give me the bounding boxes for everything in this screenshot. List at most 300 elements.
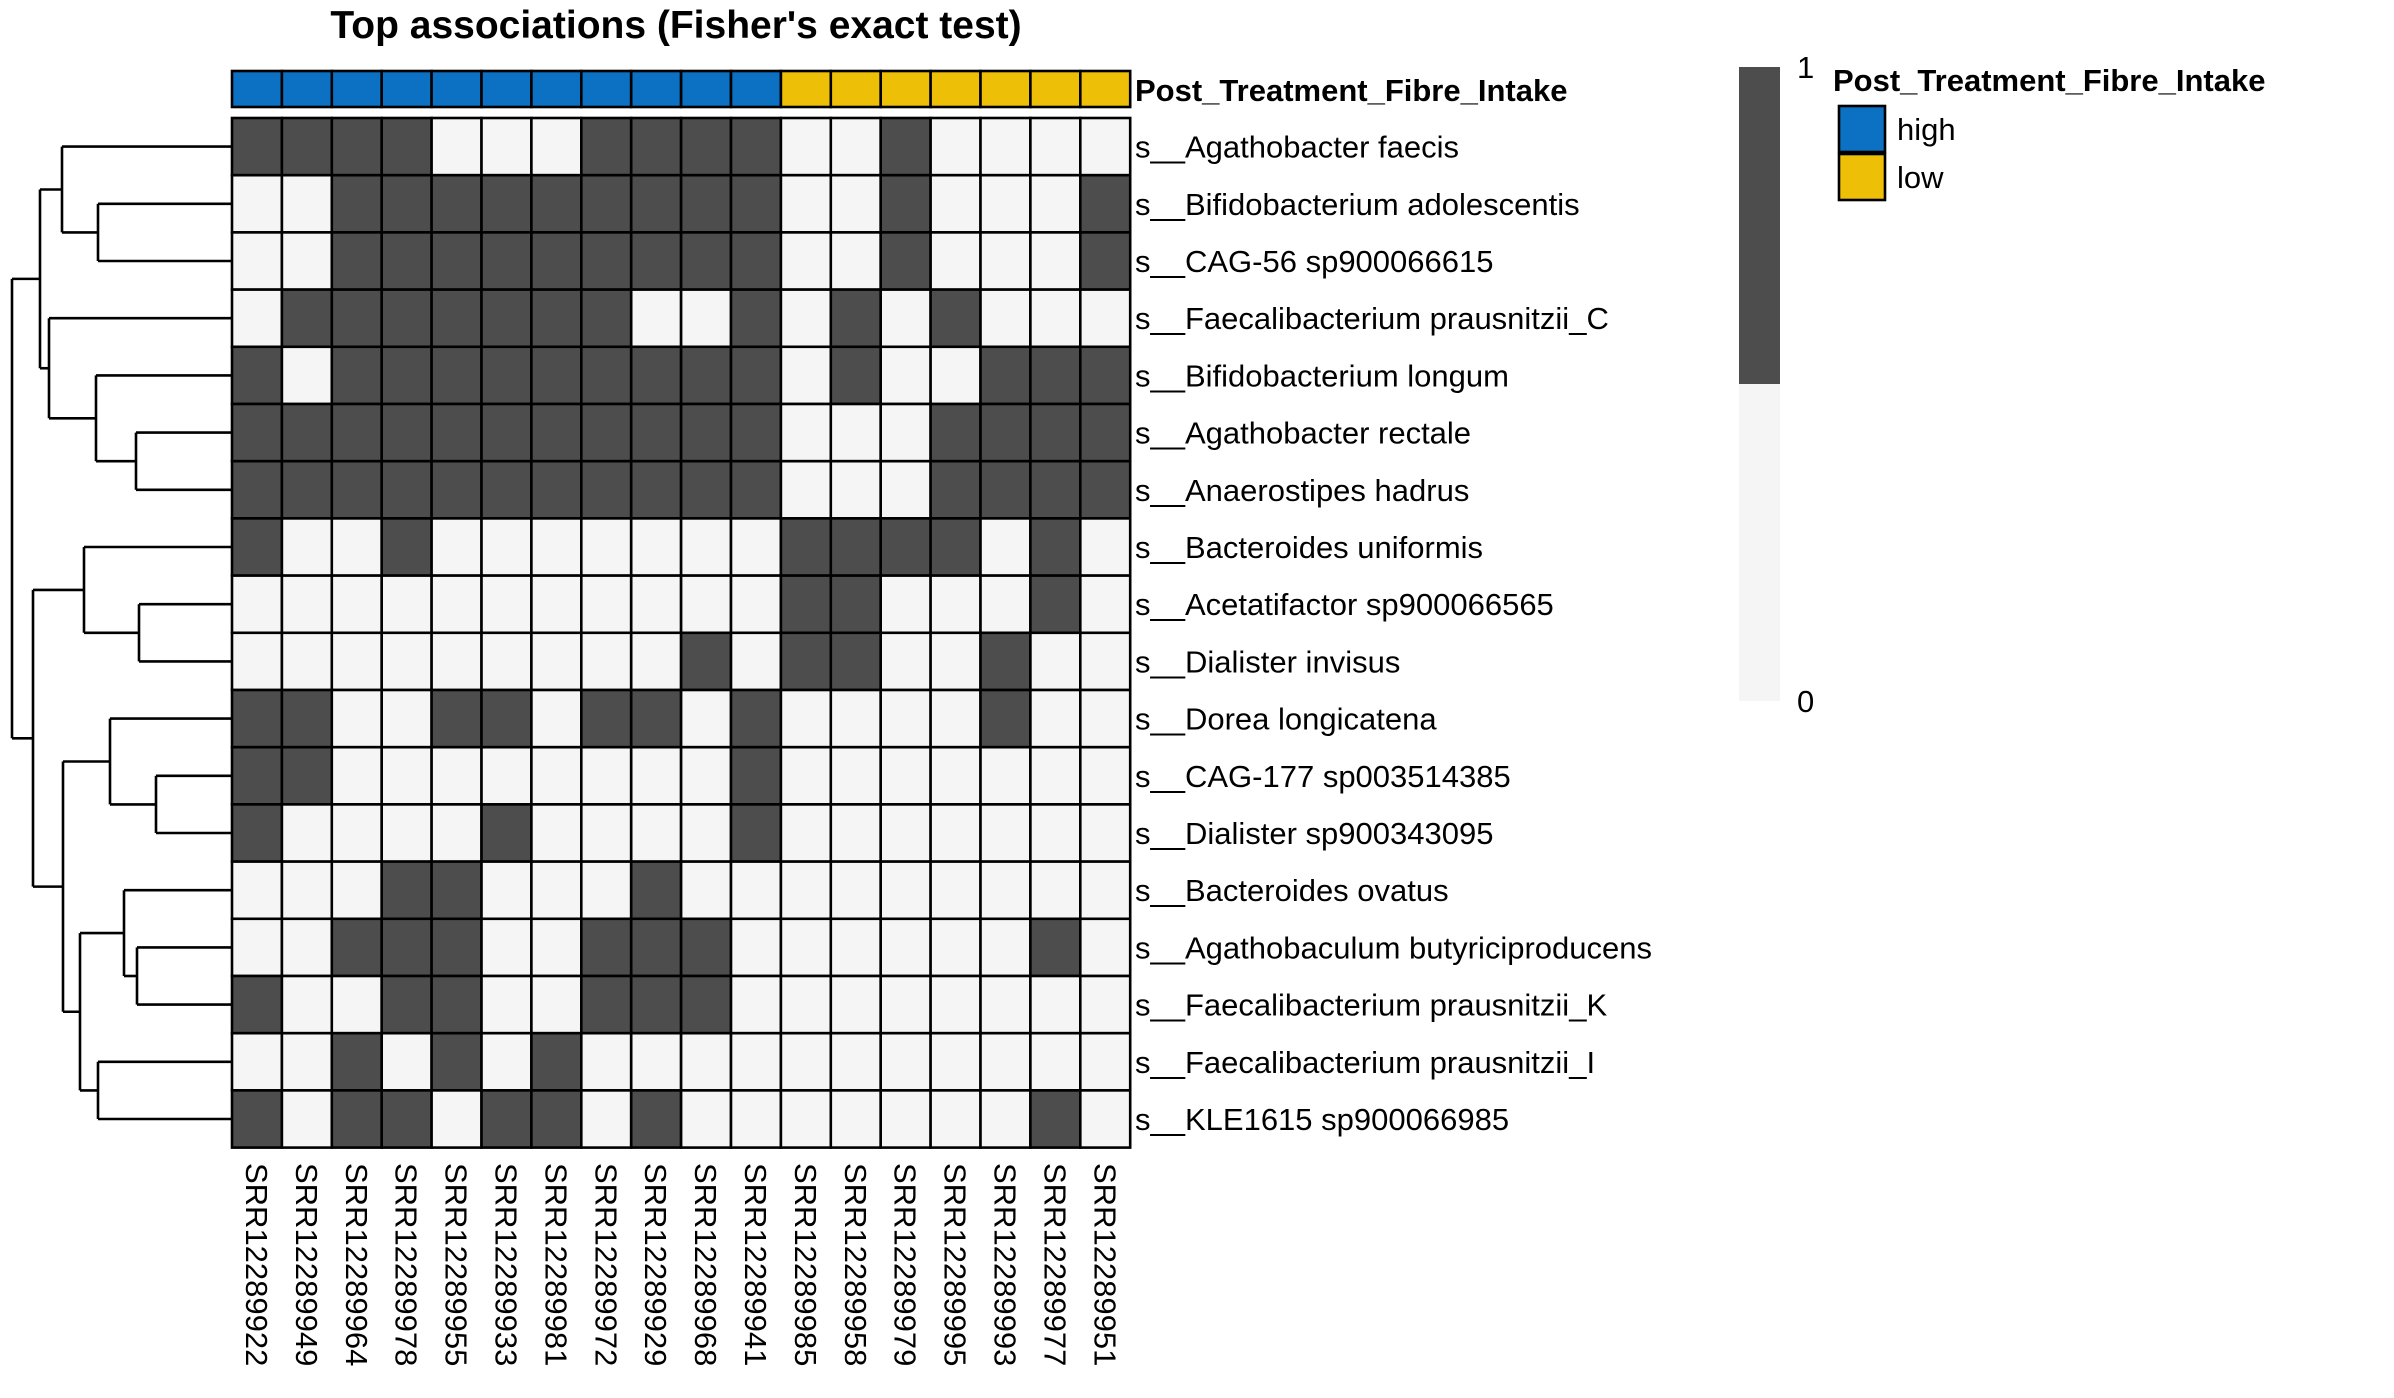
heatmap-cell — [881, 404, 931, 461]
heatmap-cell — [232, 175, 282, 232]
heatmap-cell — [332, 175, 382, 232]
heatmap-cell — [232, 919, 282, 976]
heatmap-cell — [432, 976, 482, 1033]
heatmap-cell — [831, 1033, 881, 1090]
heatmap-cell — [282, 919, 332, 976]
heatmap-cell — [981, 518, 1031, 575]
heatmap-cell — [332, 976, 382, 1033]
heatmap-cell — [831, 232, 881, 289]
heatmap-cell — [232, 804, 282, 861]
heatmap-cell — [1030, 919, 1080, 976]
heatmap-cell — [432, 518, 482, 575]
heatmap-cell — [631, 518, 681, 575]
heatmap-cell — [282, 347, 332, 404]
column-label: SRR12289964 — [338, 1163, 374, 1367]
heatmap-cell — [531, 690, 581, 747]
heatmap-cell — [631, 976, 681, 1033]
heatmap-cell — [581, 461, 631, 518]
heatmap-cell — [531, 804, 581, 861]
heatmap-cell — [631, 118, 681, 175]
heatmap-cell — [1080, 804, 1130, 861]
heatmap-cell — [382, 347, 432, 404]
annotation-legend-swatch — [1839, 154, 1885, 200]
heatmap-cell — [482, 1090, 532, 1147]
heatmap-cell — [881, 461, 931, 518]
heatmap-cell — [332, 919, 382, 976]
heatmap-cell — [382, 404, 432, 461]
heatmap-cell — [1030, 518, 1080, 575]
heatmap-cell — [282, 976, 332, 1033]
heatmap-cell — [831, 118, 881, 175]
heatmap-cell — [482, 804, 532, 861]
heatmap-cell — [1080, 976, 1130, 1033]
heatmap-cell — [282, 690, 332, 747]
heatmap-cell — [681, 862, 731, 919]
heatmap-cell — [981, 633, 1031, 690]
heatmap-cell — [531, 232, 581, 289]
heatmap-cell — [482, 461, 532, 518]
row-label: s__Dialister sp900343095 — [1135, 816, 1494, 851]
heatmap-cell — [1080, 576, 1130, 633]
heatmap-cell — [382, 633, 432, 690]
column-labels — [239, 1163, 1122, 1366]
heatmap-cell — [631, 290, 681, 347]
heatmap-cell — [831, 1090, 881, 1147]
heatmap-cell — [731, 175, 781, 232]
heatmap-cell — [531, 747, 581, 804]
column-label: SRR12289985 — [787, 1163, 823, 1367]
heatmap-cell — [731, 347, 781, 404]
heatmap-cell — [581, 976, 631, 1033]
heatmap-cell — [332, 690, 382, 747]
heatmap-cell — [432, 862, 482, 919]
heatmap-cell — [681, 576, 731, 633]
heatmap-cell — [282, 290, 332, 347]
heatmap-cell — [531, 290, 581, 347]
heatmap-cell — [931, 461, 981, 518]
annotation-cell — [881, 71, 931, 107]
heatmap-cell — [881, 919, 931, 976]
heatmap-cell — [332, 461, 382, 518]
heatmap-cell — [1030, 747, 1080, 804]
heatmap-cell — [232, 576, 282, 633]
heatmap-cell — [881, 1033, 931, 1090]
annotation-cell — [931, 71, 981, 107]
heatmap-cell — [581, 118, 631, 175]
heatmap-cell — [1030, 976, 1080, 1033]
heatmap-cell — [382, 862, 432, 919]
heatmap-cell — [731, 1033, 781, 1090]
heatmap-cell — [631, 1033, 681, 1090]
annotation-cell — [731, 71, 781, 107]
heatmap-cell — [631, 404, 681, 461]
heatmap-cell — [432, 404, 482, 461]
heatmap-cell — [631, 919, 681, 976]
heatmap-cell — [931, 576, 981, 633]
heatmap-cell — [881, 347, 931, 404]
heatmap-cell — [831, 976, 881, 1033]
annotation-cell — [382, 71, 432, 107]
heatmap-cell — [981, 690, 1031, 747]
heatmap-cell — [332, 747, 382, 804]
annotation-cell — [681, 71, 731, 107]
heatmap-cell — [881, 804, 931, 861]
heatmap-cell — [432, 747, 482, 804]
annotation-cell — [1080, 71, 1130, 107]
column-label: SRR12289979 — [887, 1163, 923, 1367]
heatmap-cell — [1080, 690, 1130, 747]
heatmap-cell — [1030, 576, 1080, 633]
heatmap-cell — [681, 290, 731, 347]
heatmap-cell — [482, 747, 532, 804]
heatmap-cell — [531, 576, 581, 633]
heatmap-cell — [581, 404, 631, 461]
heatmap-cell — [731, 690, 781, 747]
row-label: s__Anaerostipes hadrus — [1135, 472, 1470, 508]
row-label: s__Bifidobacterium adolescentis — [1135, 186, 1580, 222]
heatmap-cell — [1080, 747, 1130, 804]
heatmap-cell — [631, 633, 681, 690]
heatmap-cell — [1030, 232, 1080, 289]
row-label: s__Faecalibacterium prausnitzii_I — [1135, 1044, 1596, 1080]
heatmap-cell — [631, 747, 681, 804]
heatmap-cell — [382, 518, 432, 575]
heatmap-cell — [232, 232, 282, 289]
heatmap-cell — [432, 232, 482, 289]
heatmap-cell — [482, 404, 532, 461]
heatmap-cell — [931, 804, 981, 861]
heatmap-cell — [232, 347, 282, 404]
row-label: s__CAG-56 sp900066615 — [1135, 244, 1494, 279]
heatmap-cell — [232, 518, 282, 575]
heatmap-cell — [981, 404, 1031, 461]
color-scale-label: 1 — [1797, 50, 1815, 85]
heatmap-cell — [482, 576, 532, 633]
heatmap-cell — [382, 690, 432, 747]
heatmap-cell — [382, 976, 432, 1033]
heatmap-cell — [981, 804, 1031, 861]
heatmap-cell — [981, 576, 1031, 633]
heatmap-cell — [981, 347, 1031, 404]
heatmap-cell — [631, 804, 681, 861]
heatmap-cell — [981, 175, 1031, 232]
heatmap-cell — [881, 690, 931, 747]
heatmap-cell — [282, 862, 332, 919]
heatmap-cell — [282, 1033, 332, 1090]
heatmap-cell — [581, 919, 631, 976]
heatmap-cell — [282, 404, 332, 461]
annotation-cell — [1030, 71, 1080, 107]
heatmap-cell — [731, 576, 781, 633]
heatmap-cell — [581, 232, 631, 289]
heatmap-cell — [981, 118, 1031, 175]
column-label: SRR12289922 — [238, 1163, 274, 1367]
heatmap-cell — [1080, 175, 1130, 232]
column-label: SRR12289968 — [688, 1163, 724, 1367]
heatmap-cell — [931, 1090, 981, 1147]
heatmap-cell — [232, 118, 282, 175]
heatmap-cell — [531, 1090, 581, 1147]
heatmap-cell — [781, 976, 831, 1033]
heatmap-cell — [482, 232, 532, 289]
column-label: SRR12289951 — [1087, 1163, 1123, 1367]
heatmap-cell — [881, 576, 931, 633]
heatmap-cell — [881, 290, 931, 347]
heatmap-cell — [482, 976, 532, 1033]
heatmap-cell — [931, 118, 981, 175]
heatmap-cell — [482, 347, 532, 404]
heatmap-cell — [881, 976, 931, 1033]
row-label: s__Faecalibacterium prausnitzii_C — [1135, 301, 1609, 337]
heatmap-cell — [831, 747, 881, 804]
heatmap-cell — [232, 862, 282, 919]
heatmap-cell — [1030, 290, 1080, 347]
heatmap-cell — [382, 576, 432, 633]
column-label: SRR12289972 — [588, 1163, 624, 1367]
annotation-cell — [981, 71, 1031, 107]
heatmap-cell — [531, 862, 581, 919]
heatmap-cell — [881, 518, 931, 575]
heatmap-cell — [332, 1090, 382, 1147]
heatmap-cell — [931, 518, 981, 575]
heatmap-cell — [382, 1033, 432, 1090]
heatmap-cell — [781, 290, 831, 347]
heatmap-cell — [731, 290, 781, 347]
heatmap-cell — [731, 1090, 781, 1147]
heatmap-cell — [881, 862, 931, 919]
heatmap-cell — [581, 747, 631, 804]
heatmap-cell — [531, 118, 581, 175]
heatmap-cell — [631, 1090, 681, 1147]
heatmap-cell — [781, 1090, 831, 1147]
heatmap-cell — [1030, 1090, 1080, 1147]
heatmap-cell — [282, 232, 332, 289]
heatmap-cell — [232, 690, 282, 747]
heatmap-cell — [631, 175, 681, 232]
heatmap-cell — [482, 118, 532, 175]
heatmap-cell — [831, 347, 881, 404]
heatmap-cell — [981, 919, 1031, 976]
heatmap-cell — [781, 461, 831, 518]
heatmap-cell — [1080, 118, 1130, 175]
heatmap-cell — [232, 747, 282, 804]
heatmap-cell — [781, 347, 831, 404]
heatmap-cell — [781, 518, 831, 575]
heatmap-cell — [831, 404, 881, 461]
annotation-bar-label: Post_Treatment_Fibre_Intake — [1135, 73, 1568, 108]
annotation-cell — [282, 71, 332, 107]
heatmap-cell — [981, 232, 1031, 289]
heatmap-cell — [581, 347, 631, 404]
heatmap-cell — [781, 633, 831, 690]
heatmap-cell — [1030, 118, 1080, 175]
heatmap-cell — [831, 804, 881, 861]
heatmap-cell — [731, 976, 781, 1033]
heatmap-cell — [382, 175, 432, 232]
chart-title: Top associations (Fisher's exact test) — [330, 4, 1022, 47]
heatmap-cell — [981, 747, 1031, 804]
heatmap-cell — [282, 461, 332, 518]
heatmap-cell — [681, 747, 731, 804]
heatmap-cell — [382, 1090, 432, 1147]
heatmap-cell — [531, 976, 581, 1033]
heatmap-cell — [881, 747, 931, 804]
heatmap-cell — [1080, 633, 1130, 690]
heatmap-cell — [781, 862, 831, 919]
heatmap-cell — [631, 690, 681, 747]
heatmap-cell — [482, 175, 532, 232]
heatmap-cell — [332, 347, 382, 404]
heatmap-cell — [482, 690, 532, 747]
heatmap-cell — [981, 1090, 1031, 1147]
heatmap-cell — [432, 633, 482, 690]
heatmap-cell — [382, 804, 432, 861]
heatmap-cell — [1030, 175, 1080, 232]
heatmap-cells — [232, 118, 1130, 1148]
heatmap-cell — [432, 347, 482, 404]
heatmap-cell — [1080, 1033, 1130, 1090]
heatmap-cell — [531, 461, 581, 518]
heatmap-cell — [831, 461, 881, 518]
heatmap-cell — [931, 862, 981, 919]
heatmap-cell — [681, 976, 731, 1033]
heatmap-cell — [881, 118, 931, 175]
heatmap-cell — [1080, 1090, 1130, 1147]
row-label: s__Agathobaculum butyriciproducens — [1135, 930, 1652, 966]
heatmap-cell — [681, 518, 731, 575]
heatmap-cell — [1080, 347, 1130, 404]
heatmap-cell — [981, 461, 1031, 518]
heatmap-cell — [332, 862, 382, 919]
heatmap-cell — [232, 1033, 282, 1090]
column-label: SRR12289955 — [438, 1163, 474, 1367]
heatmap-cell — [531, 633, 581, 690]
annotation-cell — [232, 71, 282, 107]
annotation-legend-label: low — [1897, 160, 1944, 195]
row-label: s__Acetatifactor sp900066565 — [1135, 587, 1554, 623]
heatmap-cell — [631, 461, 681, 518]
heatmap-cell — [731, 862, 781, 919]
heatmap-cell — [232, 633, 282, 690]
row-label: s__Bacteroides uniformis — [1135, 530, 1484, 565]
row-label: s__Faecalibacterium prausnitzii_K — [1135, 987, 1608, 1023]
heatmap-cell — [432, 1090, 482, 1147]
heatmap-cell — [731, 461, 781, 518]
heatmap-cell — [981, 1033, 1031, 1090]
heatmap-cell — [581, 804, 631, 861]
heatmap-cell — [881, 633, 931, 690]
heatmap-cell — [232, 976, 282, 1033]
annotation-legend-swatch — [1839, 106, 1885, 152]
heatmap-cell — [731, 232, 781, 289]
heatmap-cell — [931, 404, 981, 461]
heatmap-cell — [681, 1090, 731, 1147]
heatmap-cell — [581, 633, 631, 690]
heatmap-cell — [332, 633, 382, 690]
heatmap-cell — [282, 118, 332, 175]
heatmap-cell — [931, 633, 981, 690]
row-labels — [1135, 130, 1652, 1137]
heatmap-cell — [731, 118, 781, 175]
heatmap-cell — [1080, 518, 1130, 575]
heatmap-cell — [581, 862, 631, 919]
column-label: SRR12289958 — [837, 1163, 873, 1367]
heatmap-cell — [931, 175, 981, 232]
heatmap-cell — [282, 804, 332, 861]
row-label: s__Bifidobacterium longum — [1135, 358, 1509, 394]
heatmap-cell — [681, 175, 731, 232]
heatmap-cell — [282, 747, 332, 804]
heatmap-cell — [482, 290, 532, 347]
heatmap-cell — [631, 232, 681, 289]
heatmap-cell — [432, 175, 482, 232]
column-label: SRR12289981 — [538, 1163, 574, 1367]
color-scale-label: 0 — [1797, 684, 1815, 719]
heatmap-cell — [631, 862, 681, 919]
column-label: SRR12289929 — [638, 1163, 674, 1367]
heatmap-cell — [831, 919, 881, 976]
heatmap-cell — [1030, 347, 1080, 404]
heatmap-cell — [531, 347, 581, 404]
heatmap-cell — [831, 290, 881, 347]
color-scale-swatch — [1739, 67, 1780, 384]
heatmap-cell — [332, 404, 382, 461]
heatmap-cell — [581, 1033, 631, 1090]
heatmap-cell — [1080, 404, 1130, 461]
heatmap-cell — [282, 518, 332, 575]
heatmap-cell — [332, 232, 382, 289]
heatmap-cell — [831, 518, 881, 575]
heatmap-cell — [781, 175, 831, 232]
heatmap-cell — [1030, 690, 1080, 747]
annotation-cell — [332, 71, 382, 107]
heatmap-cell — [781, 118, 831, 175]
heatmap-cell — [831, 862, 881, 919]
heatmap-cell — [581, 518, 631, 575]
heatmap-cell — [232, 461, 282, 518]
heatmap-cell — [981, 290, 1031, 347]
heatmap-cell — [681, 804, 731, 861]
heatmap-cell — [1030, 804, 1080, 861]
heatmap-cell — [1080, 862, 1130, 919]
heatmap-cell — [781, 404, 831, 461]
row-label: s__KLE1615 sp900066985 — [1135, 1102, 1510, 1137]
heatmap-cell — [482, 862, 532, 919]
heatmap-cell — [482, 1033, 532, 1090]
heatmap-cell — [731, 404, 781, 461]
heatmap-cell — [332, 118, 382, 175]
heatmap-cell — [931, 919, 981, 976]
heatmap-cell — [282, 576, 332, 633]
heatmap-cell — [432, 576, 482, 633]
heatmap-cell — [831, 175, 881, 232]
heatmap-cell — [681, 232, 731, 289]
column-label: SRR12289993 — [987, 1163, 1023, 1367]
heatmap-cell — [731, 919, 781, 976]
annotation-cell — [531, 71, 581, 107]
heatmap-cell — [931, 976, 981, 1033]
heatmap-cell — [282, 1090, 332, 1147]
column-label: SRR12289995 — [937, 1163, 973, 1367]
heatmap-cell — [1030, 404, 1080, 461]
heatmap-cell — [1080, 290, 1130, 347]
column-label: SRR12289977 — [1037, 1163, 1073, 1367]
color-scale-swatch — [1739, 384, 1780, 701]
heatmap-cell — [931, 232, 981, 289]
heatmap-cell — [831, 690, 881, 747]
column-label: SRR12289933 — [488, 1163, 524, 1367]
row-label: s__Dorea longicatena — [1135, 701, 1437, 737]
